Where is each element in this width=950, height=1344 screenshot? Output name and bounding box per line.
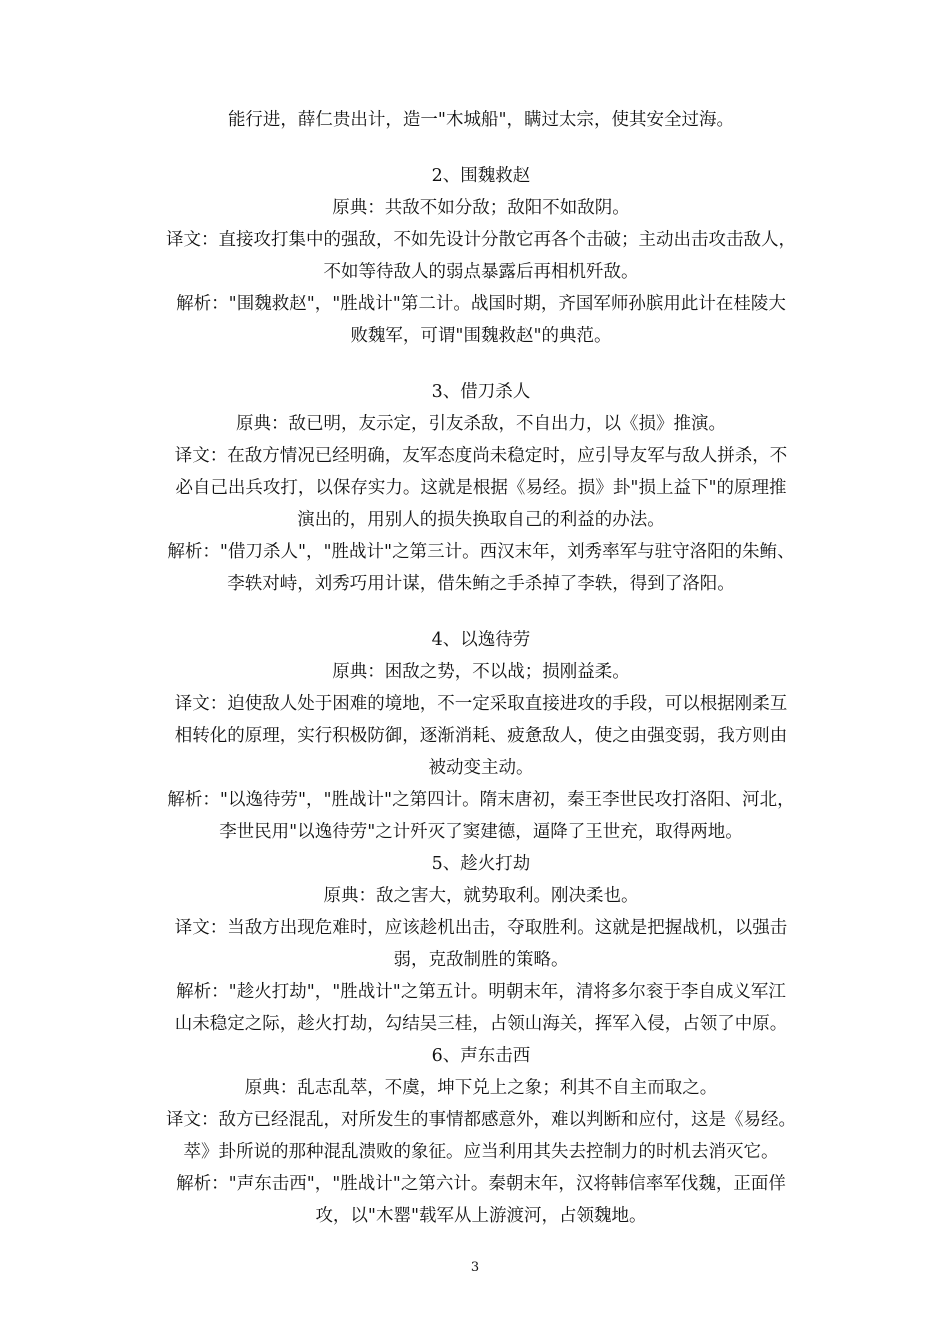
section-title: 4、以逸待劳: [431, 630, 531, 650]
translation-line: 不如等待敌人的弱点暴露后再相机歼敌。: [323, 262, 639, 282]
analysis-line: 解析："声东击西"，"胜战计"之第六计。秦朝末年，汉将韩信率军伐魏，正面佯: [176, 1174, 786, 1194]
translation-line: 译文：敌方已经混乱，对所发生的事情都感意外，难以判断和应付，这是《易经。: [166, 1110, 796, 1130]
section-gap: [138, 352, 824, 376]
original-text: 原典：敌之害大，就势取利。刚决柔也。: [323, 886, 639, 906]
translation-line: 相转化的原理，实行积极防御，逐渐消耗、疲惫敌人，使之由强变弱，我方则由: [174, 726, 788, 746]
original-text: 原典：乱志乱萃，不虞，坤下兑上之象；利其不自主而取之。: [244, 1078, 718, 1098]
document-page: [138, 104, 824, 1232]
analysis-line: 解析："以逸待劳"，"胜战计"之第四计。隋末唐初，秦王李世民攻打洛阳、河北，: [167, 790, 795, 810]
translation-line: 弱，克敌制胜的策略。: [393, 950, 569, 970]
translation-line: 译文：迫使敌人处于困难的境地，不一定采取直接进攻的手段，可以根据刚柔互: [174, 694, 788, 714]
translation-line: 译文：当敌方出现危难时，应该趁机出击，夺取胜利。这就是把握战机，以强击: [174, 918, 788, 938]
original-text: 原典：困敌之势，不以战；损刚益柔。: [332, 662, 630, 682]
section-3: [138, 376, 824, 600]
translation-line: 必自己出兵攻打，以保存实力。这就是根据《易经。损》卦"损上益下"的原理推: [175, 478, 787, 498]
section-5: [138, 848, 824, 1040]
analysis-line: 攻，以"木罂"载军从上游渡河，占领魏地。: [315, 1206, 647, 1226]
original-text: 原典：共敌不如分敌；敌阳不如敌阴。: [332, 198, 630, 218]
translation-line: 萃》卦所说的那种混乱溃败的象征。应当利用其失去控制力的时机去消灭它。: [183, 1142, 779, 1162]
translation-line: 译文：在敌方情况已经明确，友军态度尚未稳定时，应引导友军与敌人拼杀，不: [174, 446, 788, 466]
analysis-line: 解析："围魏救赵"，"胜战计"第二计。战国时期，齐国军师孙膑用此计在桂陵大: [176, 294, 786, 314]
section-title: 2、围魏救赵: [431, 166, 531, 186]
original-text: 原典：敌已明，友示定，引友杀敌，不自出力，以《损》推演。: [236, 414, 726, 434]
section-title: 5、趁火打劫: [431, 854, 531, 874]
translation-line: 被动变主动。: [428, 758, 534, 778]
analysis-line: 解析："趁火打劫"，"胜战计"之第五计。明朝末年，清将多尔衮于李自成义军江: [176, 982, 786, 1002]
analysis-line: 解析："借刀杀人"，"胜战计"之第三计。西汉末年，刘秀率军与驻守洛阳的朱鲔、: [167, 542, 795, 562]
analysis-line: 败魏军，可谓"围魏救赵"的典范。: [350, 326, 612, 346]
page-number: 3: [470, 1260, 480, 1275]
section-4: [138, 624, 824, 848]
section-6: [138, 1040, 824, 1232]
translation-line: 演出的，用别人的损失换取自己的利益的办法。: [297, 510, 665, 530]
section-2: [138, 160, 824, 352]
analysis-line: 李轶对峙，刘秀巧用计谋，借朱鲔之手杀掉了李轶，得到了洛阳。: [227, 574, 735, 594]
analysis-line: 山未稳定之际，趁火打劫，勾结吴三桂，占领山海关，挥军入侵，占领了中原。: [174, 1014, 788, 1034]
continuation-line: 能行进，薛仁贵出计，造一"木城船"，瞒过太宗，使其安全过海。: [227, 110, 735, 130]
translation-line: 译文：直接攻打集中的强敌，不如先设计分散它再各个击破；主动出击攻击敌人，: [166, 230, 796, 250]
analysis-line: 李世民用"以逸待劳"之计歼灭了窦建德，逼降了王世充，取得两地。: [219, 822, 743, 842]
section-title: 3、借刀杀人: [431, 382, 531, 402]
section-title: 6、声东击西: [431, 1046, 531, 1066]
section-gap: [138, 600, 824, 624]
section-gap: [138, 136, 824, 160]
